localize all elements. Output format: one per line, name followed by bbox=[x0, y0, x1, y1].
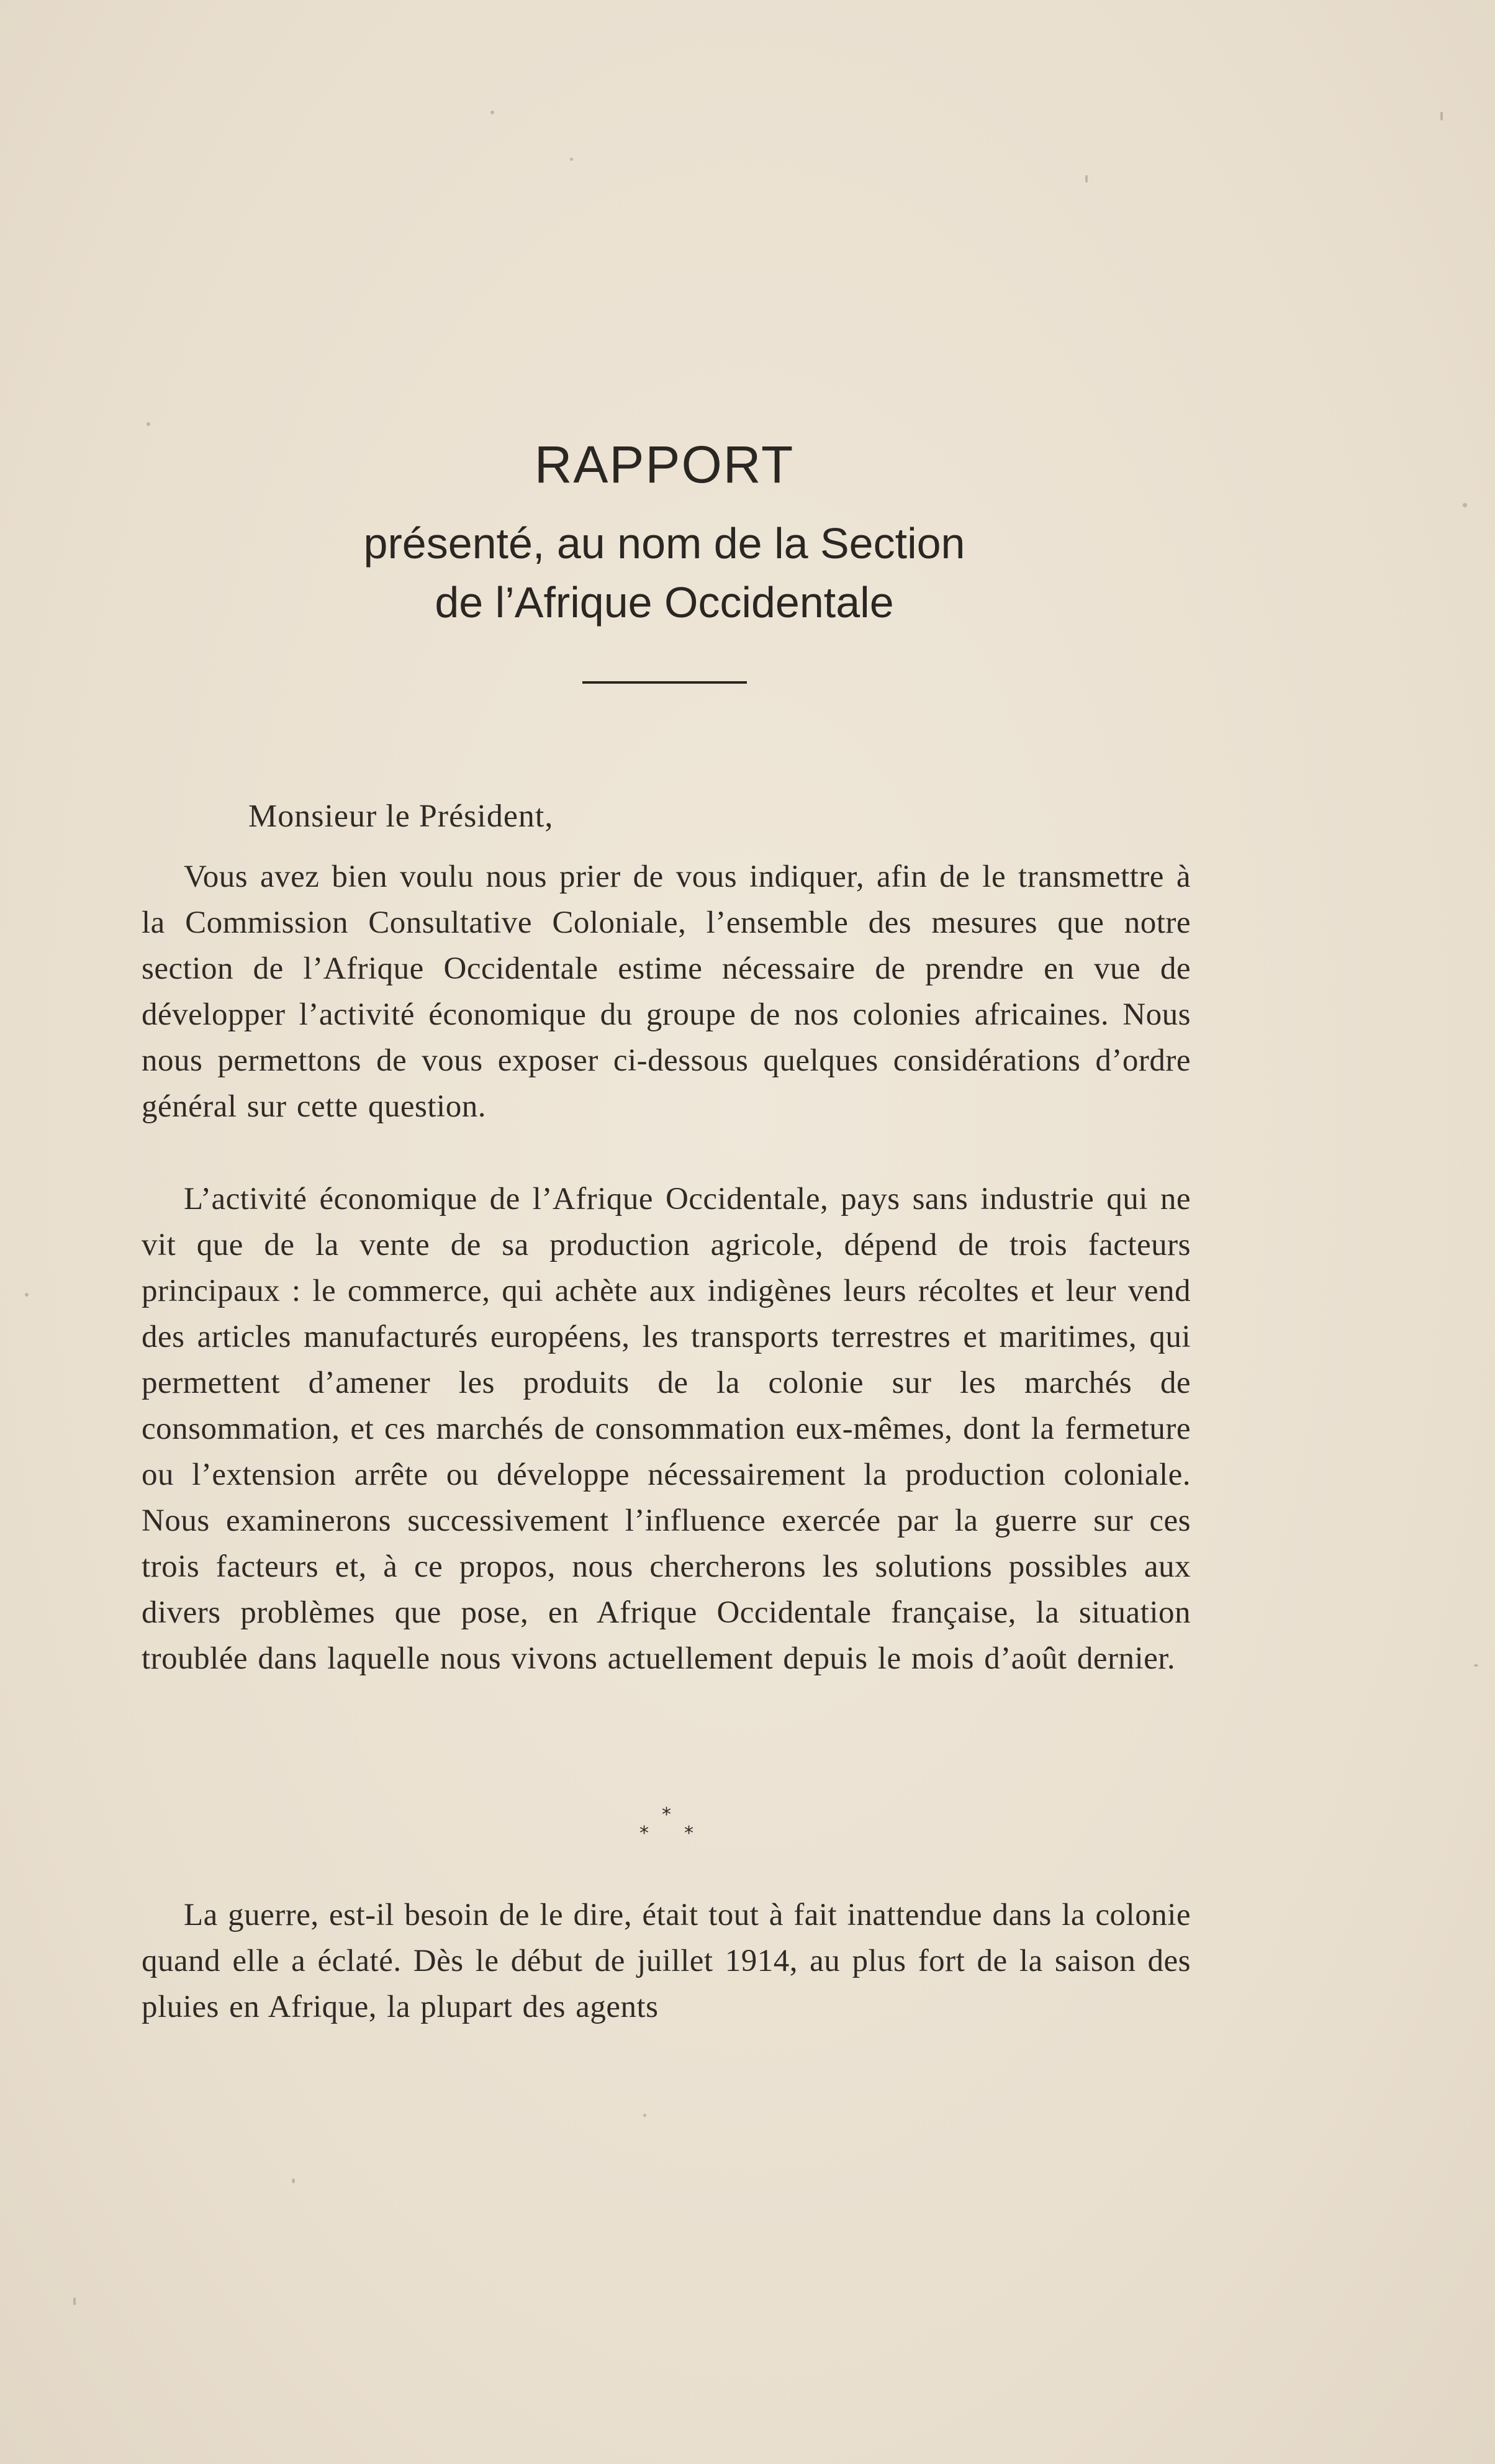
paragraph: L’activité économique de l’Afrique Occidentale, pays sans industrie qui ne vit que de la vente de sa production agricole, dépend de trois facteurs principaux : le commerce, qui achète aux indigènes leurs récoltes et leur vend des articles manufacturés européens, les transports terrestres et maritimes, qui permettent d’amener les produits de la colonie sur les marchés de consommation, et ces marchés de consommation eux-mêmes, dont la fermeture ou l’extension arrête ou développe nécessairement la production coloniale. Nous examinerons successivement l’influence exercée par la guerre sur ces trois facteurs et, à ce propos, nous chercherons les solutions possibles aux divers problèmes que pose, en Afrique Occidentale française, la situation troublée dans laquelle nous vivons actuellement depuis le mois d’août dernier. bbox=[142, 1182, 1191, 1676]
separator-star-left: * bbox=[639, 1823, 649, 1844]
salutation: Monsieur le Président, bbox=[248, 799, 554, 834]
paper-speck bbox=[643, 2114, 646, 2117]
paper-speck bbox=[1474, 1664, 1478, 1667]
paper-speck bbox=[292, 2178, 295, 2183]
report-subtitle-line1: présenté, au nom de la Section bbox=[363, 519, 965, 568]
paper-speck bbox=[490, 111, 494, 114]
paper-speck bbox=[147, 422, 150, 426]
paper-speck bbox=[1085, 175, 1088, 183]
paper-speck bbox=[1463, 503, 1467, 507]
separator-star-right: * bbox=[684, 1823, 693, 1844]
paragraph: La guerre, est-il besoin de le dire, était tout à fait inattendue dans la colonie quand elle a éclaté. Dès le début de juillet 1914, au plus fort de la saison des pluies en Afrique, la plupart des agents bbox=[142, 1898, 1191, 2024]
paragraph: Vous avez bien voulu nous prier de vous indiquer, afin de le transmettre à la Commission Consultative Coloniale, l’ensemble des mesures que notre section de l’Afrique Occidentale estime nécessaire de prendre en vue de développer l’activité économique du groupe de nos colonies africaines. Nous nous permettons de vous exposer ci-dessous quelques considérations d’ordre général sur cette question. bbox=[142, 859, 1191, 1124]
report-subtitle-line2: de l’Afrique Occidentale bbox=[435, 578, 894, 627]
paper-speck bbox=[570, 158, 573, 161]
paper-speck bbox=[1440, 112, 1443, 120]
title-rule bbox=[582, 681, 747, 684]
separator-star-top: * bbox=[662, 1804, 671, 1826]
paper-speck bbox=[73, 2298, 76, 2305]
report-title: RAPPORT bbox=[534, 435, 795, 494]
paper-speck bbox=[25, 1293, 29, 1297]
section-separator bbox=[621, 1804, 714, 1847]
